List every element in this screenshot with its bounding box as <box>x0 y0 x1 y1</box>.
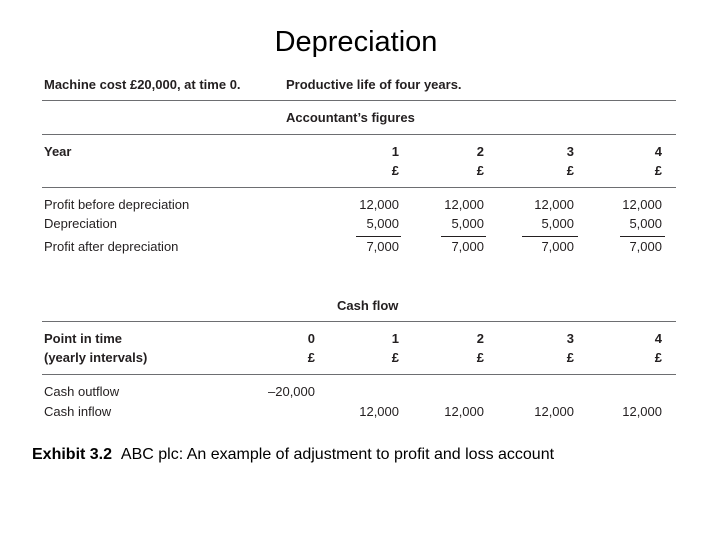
cash-flow-heading: Cash flow <box>337 298 399 313</box>
subtotal-rule-y4 <box>620 236 665 237</box>
depreciation-y3: 5,000 <box>541 216 574 231</box>
year-1: 1 <box>391 144 399 159</box>
exhibit-caption <box>32 446 554 464</box>
depreciation-y4: 5,000 <box>629 216 662 231</box>
exhibit-number: Exhibit 3.2 <box>32 446 113 463</box>
year-4: 4 <box>654 144 662 159</box>
cash-inflow-t3: 12,000 <box>534 404 574 419</box>
profit-before-depreciation-y2: 12,000 <box>444 197 484 212</box>
point-1: 1 <box>391 331 399 346</box>
profit-after-depreciation-label: Profit after depreciation <box>44 239 179 254</box>
depreciation-label: Depreciation <box>44 216 117 231</box>
point-in-time-label: Point in time <box>44 331 122 346</box>
profit-after-depreciation-y4: 7,000 <box>629 239 662 254</box>
currency-point-1: £ <box>391 350 399 365</box>
point-3: 3 <box>566 331 574 346</box>
profit-after-depreciation-y1: 7,000 <box>366 239 399 254</box>
currency-point-0: £ <box>307 350 315 365</box>
profit-after-depreciation-y2: 7,000 <box>451 239 484 254</box>
point-2: 2 <box>476 331 484 346</box>
exhibit-caption-text: ABC plc: An example of adjustment to profit and loss account <box>120 446 555 463</box>
profit-before-depreciation-y3: 12,000 <box>534 197 574 212</box>
productive-life-text: Productive life of four years. <box>286 77 462 92</box>
currency-year-1: £ <box>391 163 399 178</box>
currency-point-2: £ <box>476 350 484 365</box>
yearly-intervals-label: (yearly intervals) <box>44 350 148 365</box>
cash-inflow-t1: 12,000 <box>359 404 399 419</box>
profit-before-depreciation-y4: 12,000 <box>622 197 662 212</box>
subtotal-rule-y1 <box>356 236 401 237</box>
accountants-heading-rule <box>42 134 676 135</box>
profit-after-depreciation-y3: 7,000 <box>541 239 574 254</box>
depreciation-y1: 5,000 <box>366 216 399 231</box>
depreciation-y2: 5,000 <box>451 216 484 231</box>
profit-before-depreciation-label: Profit before depreciation <box>44 197 190 212</box>
cash-inflow-t2: 12,000 <box>444 404 484 419</box>
cash-outflow-t0: –20,000 <box>268 384 315 399</box>
cash-flow-points-rule <box>42 374 676 375</box>
point-4: 4 <box>654 331 662 346</box>
currency-year-3: £ <box>566 163 574 178</box>
header-rule <box>42 100 676 101</box>
accountants-figures-heading: Accountant’s figures <box>286 110 415 125</box>
profit-before-depreciation-y1: 12,000 <box>359 197 399 212</box>
page-title: Depreciation <box>274 26 438 58</box>
year-label: Year <box>44 144 72 159</box>
year-3: 3 <box>566 144 574 159</box>
machine-cost-text: Machine cost £20,000, at time 0. <box>44 77 241 92</box>
currency-year-4: £ <box>654 163 662 178</box>
point-0: 0 <box>307 331 315 346</box>
cash-flow-heading-rule <box>42 321 676 322</box>
cash-outflow-label: Cash outflow <box>44 384 120 399</box>
cash-inflow-label: Cash inflow <box>44 404 112 419</box>
currency-year-2: £ <box>476 163 484 178</box>
accountants-year-rule <box>42 187 676 188</box>
subtotal-rule-y2 <box>441 236 486 237</box>
currency-point-3: £ <box>566 350 574 365</box>
subtotal-rule-y3 <box>522 236 578 237</box>
cash-inflow-t4: 12,000 <box>622 404 662 419</box>
year-2: 2 <box>476 144 484 159</box>
currency-point-4: £ <box>654 350 662 365</box>
